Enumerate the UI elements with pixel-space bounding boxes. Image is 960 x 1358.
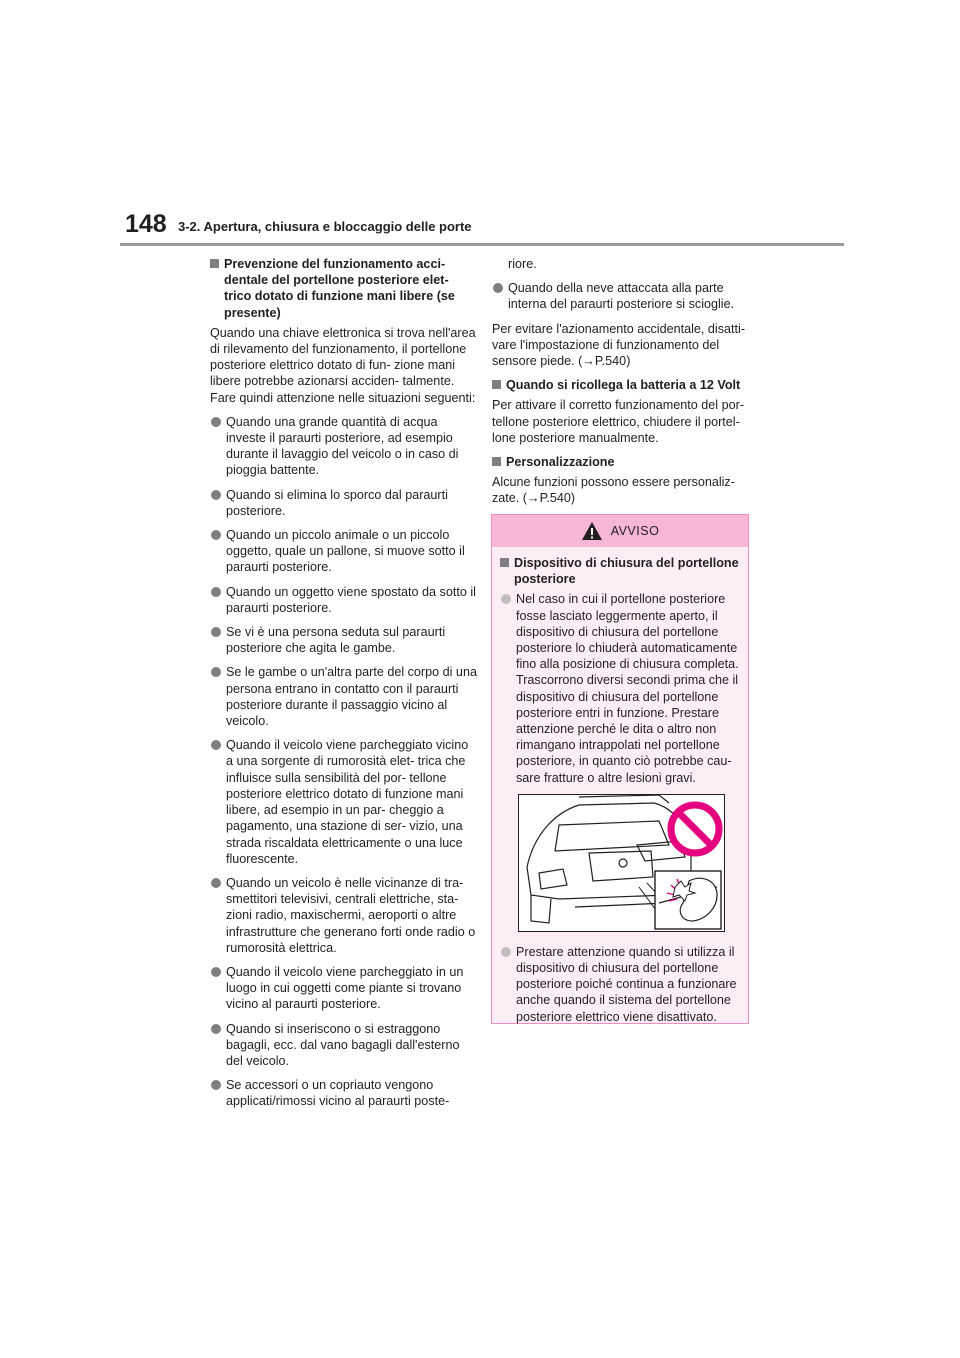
bullet-icon (211, 878, 221, 888)
bullet-icon (211, 967, 221, 977)
disable-paragraph: Per evitare l'azionamento accidentale, disatti- vare l'impostazione di funzionamento del sensore piede. (→P.540) (492, 321, 746, 369)
header-divider (120, 243, 844, 246)
warning-header (492, 515, 748, 547)
list-item: Se le gambe o un'altra parte del corpo di una persona entrano in contatto con il paraurti posteriore durante il passaggio vicino al veicolo. (210, 664, 478, 729)
bullet-icon (211, 1024, 221, 1034)
heading-battery: Quando si ricollega la batteria a 12 Volt (492, 377, 752, 393)
bullet-icon (211, 1080, 221, 1090)
list-item: Nel caso in cui il portellone posteriore fosse lasciato leggermente aperto, il dispositivo di chiusura del portellone posteriore lo chiuderà automaticamente fino alla posizione di chiusura completa. Trascorrono diversi secondi prima che il dispositivo di chiusura del portellone posteriore entri in funzione. Prestare attenzione perché le dita o altro non rimangano intrappolati nel portellone posteriore, in quanto ciò potrebbe cau- sare fratture o altre lesioni gravi. (500, 591, 742, 785)
left-column (210, 256, 478, 1118)
heading-customization: Personalizzazione (492, 454, 752, 470)
list-item: Se accessori o un copriauto vengono applicati/rimossi vicino al paraurti poste- (210, 1077, 478, 1109)
tailgate-pinch-illustration (518, 794, 725, 932)
bullet-icon (211, 587, 221, 597)
list-item: Quando il veicolo viene parcheggiato in un luogo in cui oggetti come piante si trovano vicino al paraurti posteriore. (210, 964, 478, 1013)
continued-text: riore. (508, 257, 537, 271)
square-bullet-icon (210, 259, 219, 268)
warning-title: AVVISO (610, 524, 660, 538)
battery-paragraph: Per attivare il corretto funzionamento del por- tellone posteriore elettrico, chiudere il portel- lone posteriore manualmente. (492, 398, 744, 445)
bullet-icon (211, 530, 221, 540)
list-item: Quando un piccolo animale o un piccolo oggetto, quale un pallone, si muove sotto il paraurti posteriore. (210, 527, 478, 576)
section-title: 3-2. Apertura, chiusura e bloccaggio delle porte (178, 219, 472, 234)
square-bullet-icon (500, 558, 509, 567)
warning-body (492, 547, 748, 1025)
list-item: Quando il veicolo viene parcheggiato vicino a una sorgente di rumorosità elet- trica che influisce sulla sensibilità del por- tellone posteriore elettrico dotato di funzione mani libere, ad esempio in un par- cheggio a pagamento, una stazione di ser- vizio, una strada riscaldata elettricamente o una luce fluorescente. (210, 737, 478, 867)
right-column (492, 256, 752, 515)
bullet-icon (211, 417, 221, 427)
list-item: Quando un oggetto viene spostato da sotto il paraurti posteriore. (210, 584, 478, 616)
bullet-icon (501, 947, 511, 957)
bullet-icon (211, 490, 221, 500)
customization-paragraph: Alcune funzioni possono essere personaliz- zate. (→P.540) (492, 475, 735, 506)
bullet-icon (493, 283, 503, 293)
bullet-icon (211, 740, 221, 750)
page-number: 148 (125, 210, 167, 238)
list-item: Quando un veicolo è nelle vicinanze di tra- smettitori televisivi, centrali elettriche, sta- zioni radio, maxischermi, aeroporti o altre infrastrutture che generano forti onde radio o rumorosità elettrica. (210, 875, 478, 956)
prohibition-icon (671, 805, 719, 853)
square-bullet-icon (492, 380, 501, 389)
list-item: Quando una grande quantità di acqua investe il paraurti posteriore, ad esempio durante il lavaggio del veicolo o in caso di pioggia battente. (210, 414, 478, 479)
square-bullet-icon (492, 457, 501, 466)
intro-paragraph: Quando una chiave elettronica si trova nell'area di rilevamento del funzionamento, il portellone posteriore elettrico dotato di fun- zione mani libere potrebbe azionarsi acciden- talmente. Fare quindi attenzione nelle situazioni seguenti: (210, 325, 476, 405)
list-item: Quando si inseriscono o si estraggono bagagli, ecc. dal vano bagagli dall'esterno del veicolo. (210, 1021, 478, 1070)
warning-box (491, 514, 749, 1024)
warning-heading: Dispositivo di chiusura del portellone posteriore (500, 555, 742, 587)
list-item: Se vi è una persona seduta sul paraurti posteriore che agita le gambe. (210, 624, 478, 656)
bullet-icon (211, 667, 221, 677)
warning-triangle-icon (581, 521, 603, 541)
bullet-icon (211, 627, 221, 637)
list-item: Quando della neve attaccata alla parte interna del paraurti posteriore si scioglie. (492, 280, 752, 312)
list-item: Quando si elimina lo sporco dal paraurti posteriore. (210, 487, 478, 519)
list-item: Prestare attenzione quando si utilizza il dispositivo di chiusura del portellone posteriore poiché continua a funzionare anche quando il sistema del portellone posteriore elettrico viene disattivato. (500, 944, 742, 1025)
bullet-icon (501, 594, 511, 604)
heading-accidental-operation: Prevenzione del funzionamento acci- dentale del portellone posteriore elet- trico dotato di funzione mani libere (se presente) (210, 256, 478, 321)
